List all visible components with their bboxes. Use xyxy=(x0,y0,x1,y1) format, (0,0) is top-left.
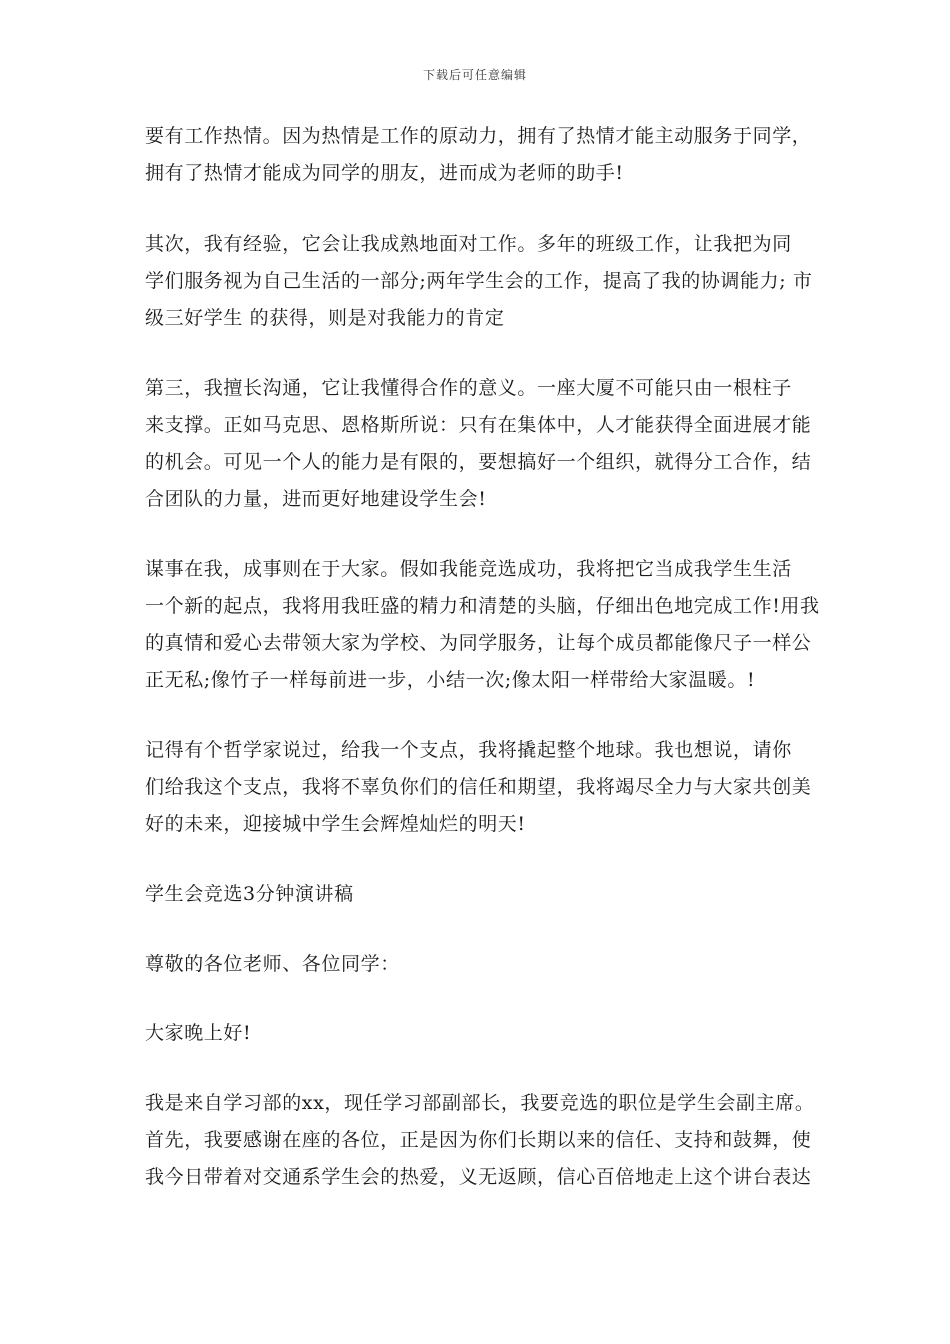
text-line: 们给我这个支点，我将不辜负你们的信任和期望，我将竭尽全力与大家共创美 xyxy=(145,776,812,798)
text-line: 级三好学生 的获得，则是对我能力的肯定 xyxy=(145,307,505,329)
text-line: 的机会。可见一个人的能力是有限的，要想搞好一个组织，就得分工合作，结 xyxy=(145,451,812,473)
text-line: 来支撑。正如马克思、恩格斯所说：只有在集体中，人才能获得全面进展才能 xyxy=(145,414,812,436)
text-line: 我是来自学习部的xx，现任学习部副部长，我要竞选的职位是学生会副主席。 xyxy=(145,1092,815,1114)
text-line: 大家晚上好! xyxy=(145,1022,252,1044)
text-line: 要有工作热情。因为热情是工作的原动力，拥有了热情才能主动服务于同学， xyxy=(145,125,812,147)
text-line: 我今日带着对交通系学生会的热爱，义无返顾，信心百倍地走上这个讲台表达 xyxy=(145,1166,812,1188)
section-title: 学生会竞选3分钟演讲稿 xyxy=(145,883,354,905)
text-line: 合团队的力量，进而更好地建设学生会! xyxy=(145,488,487,510)
text-line: 好的未来，迎接城中学生会辉煌灿烂的明天! xyxy=(145,813,526,835)
text-line: 首先，我要感谢在座的各位，正是因为你们长期以来的信任、支持和鼓舞，使 xyxy=(145,1129,812,1151)
text-line: 其次，我有经验，它会让我成熟地面对工作。多年的班级工作，让我把为同 xyxy=(145,233,792,255)
text-line: 记得有个哲学家说过，给我一个支点，我将撬起整个地球。我也想说，请你 xyxy=(145,739,792,761)
text-line: 正无私;像竹子一样每前进一步，小结一次;像太阳一样带给大家温暖。! xyxy=(145,669,756,691)
download-note: 下载后可任意编辑 xyxy=(422,68,527,82)
text-line: 的真情和爱心去带领大家为学校、为同学服务，让每个成员都能像尺子一样公 xyxy=(145,632,812,654)
text-line: 谋事在我，成事则在于大家。假如我能竞选成功，我将把它当成我学生生活 xyxy=(145,558,792,580)
text-line: 第三，我擅长沟通，它让我懂得合作的意义。一座大厦不可能只由一根柱子 xyxy=(145,377,792,399)
text-line: 尊敬的各位老师、各位同学： xyxy=(145,953,400,975)
text-line: 学们服务视为自己生活的一部分;两年学生会的工作，提高了我的协调能力; 市 xyxy=(145,270,813,292)
text-line: 一个新的起点，我将用我旺盛的精力和清楚的头脑，仔细出色地完成工作!用我 xyxy=(145,595,820,617)
text-line: 拥有了热情才能成为同学的朋友，进而成为老师的助手! xyxy=(145,162,624,184)
